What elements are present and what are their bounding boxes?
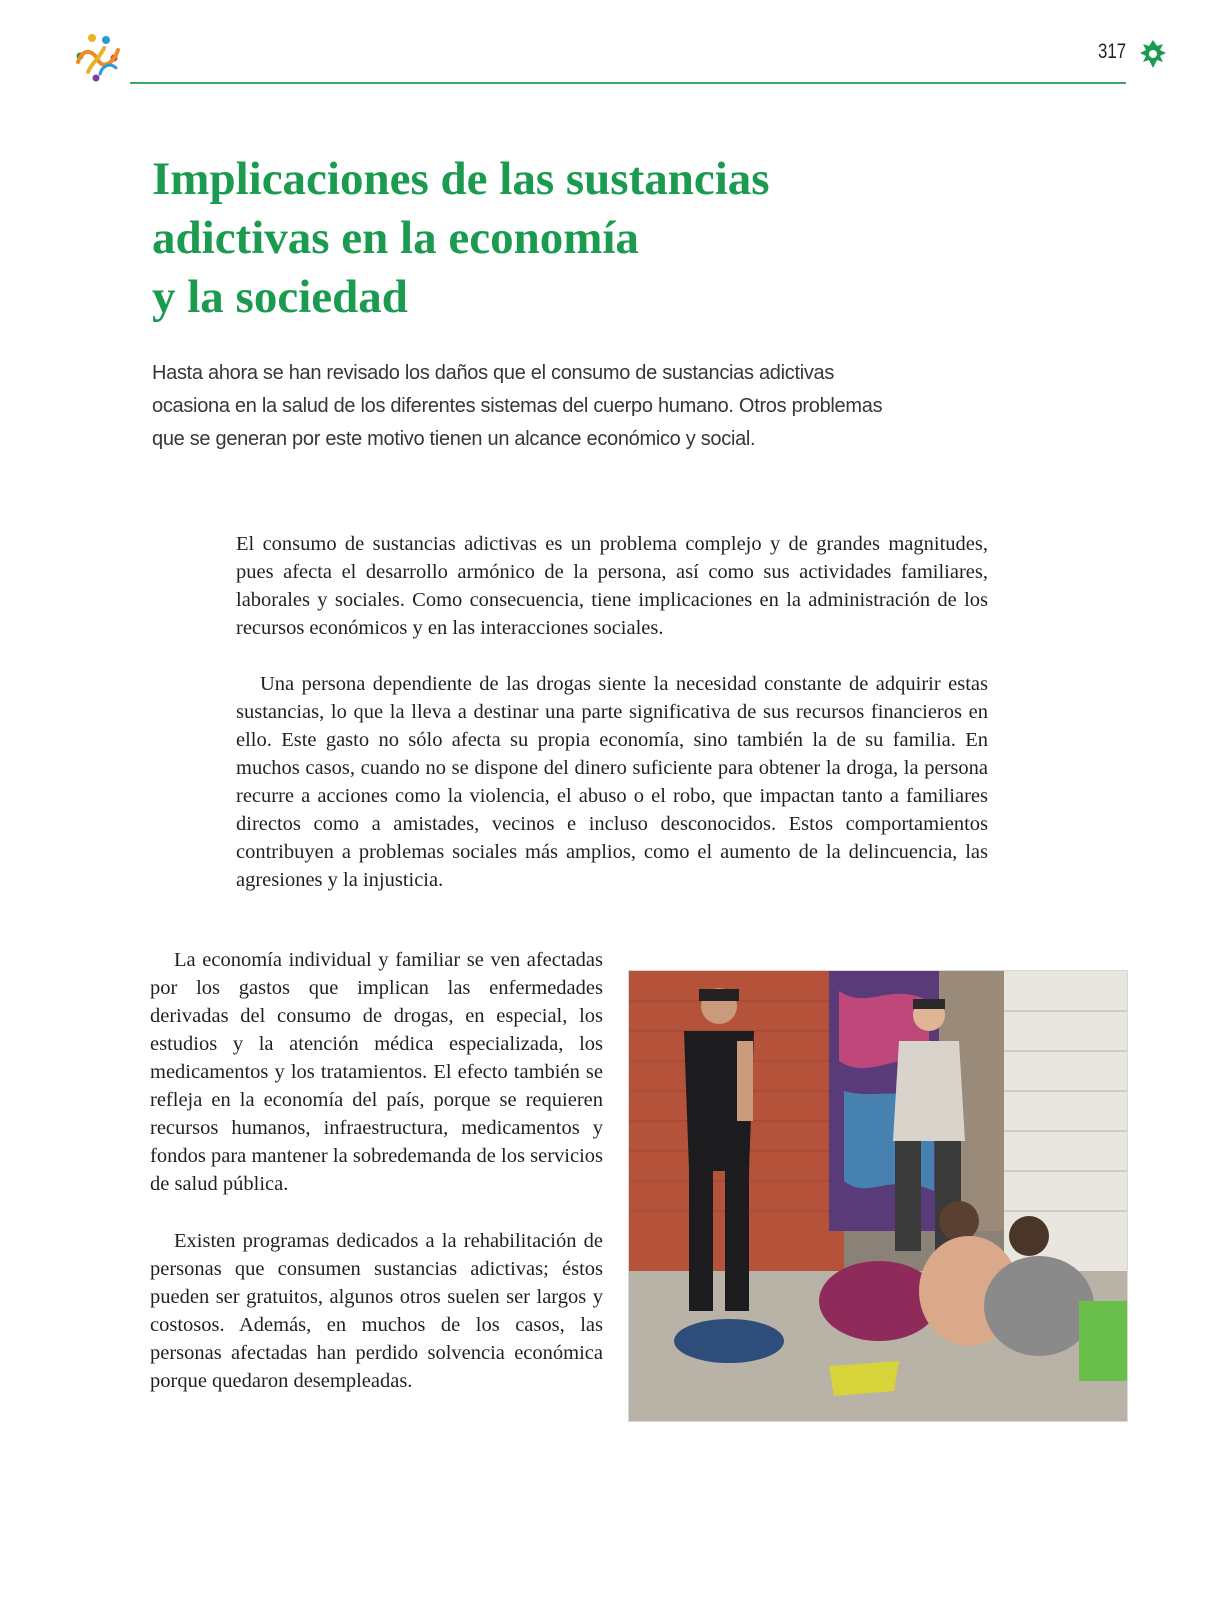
title-line: y la sociedad [152,271,408,323]
alley-photo [628,970,1128,1422]
body-paragraph: Una persona dependiente de las drogas siente la necesidad constante de adquirir estas sustancias, lo que la lleva a destinar una parte significativa de sus recursos financieros en ello. Este gasto no sólo afecta su propia economía, sino también la de su familia. En muchos casos, cuando no se dispone del dinero suficiente para obtener la droga, la persona recurre a acciones como la violencia, el abuso o el robo, que impactan tanto a familiares directos como a amistades, vecinos e incluso desconocidos. Estos comportamientos contribuyen a problemas sociales más amplios, como el aumento de la delincuencia, las agresiones y la injusticia. [236,673,988,891]
intro-paragraph: Hasta ahora se han revisado los daños que el consumo de sustancias adictivas ocasiona en la salud de los diferentes sistemas del cuerpo humano. Otros problemas que se generan por este motivo tienen un alcance económico y social. [152,362,883,450]
page-title [152,150,912,327]
dancing-figures-logo-icon [70,32,126,84]
body-paragraph: Existen programas dedicados a la rehabilitación de personas que consumen sustancias adictivas; éstos pueden ser gratuitos, algunos otros suelen ser largos y costosos. Además, en muchos de los casos, las personas afectadas han perdido solvencia económica porque quedaron desempleadas. [150,1230,603,1392]
title-line: adictivas en la economía [152,212,639,264]
body-paragraph: El consumo de sustancias adictivas es un problema complejo y de grandes magnitudes, pues afecta el desarrollo armónico de la persona, así como sus actividades familiares, laborales y sociales. Como consecuencia, tiene implicaciones en la administración de los recursos económicos y en las interacciones sociales. [236,533,988,639]
page-number: 317 [1097,40,1126,63]
header-rule [130,82,1126,84]
body-paragraph: La economía individual y familiar se ven afectadas por los gastos que implican las enfermedades derivadas del consumo de drogas, en especial, los estudios y la atención médica especializada, los medicamentos y los tratamientos. El efecto también se refleja en la economía del país, porque se requieren recursos humanos, infraestructura, medicamentos y fondos para mantener la sobredemanda de los servicios de salud pública. [150,949,603,1195]
green-emblem-icon [1138,38,1168,70]
title-line: Implicaciones de las sustancias [152,153,770,205]
